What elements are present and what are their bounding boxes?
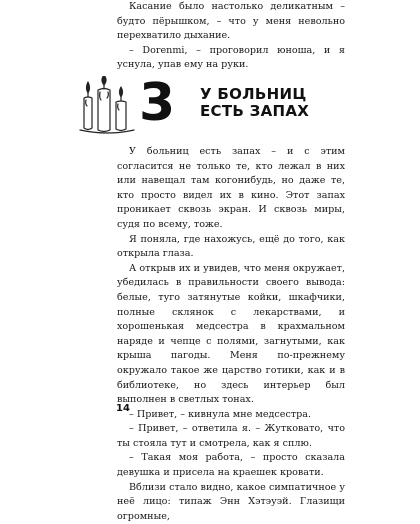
paragraph: Касание было настолько деликатным – будто пёрышком, – что у меня невольно перехватило дыхание. (117, 1, 345, 42)
paragraph: А открыв их и увидев, что меня окружает, убедилась в правильности своего вывода: белые, туго затянутые койки, шкафчики, полные склянок с лекарствами, и хорошенькая медсестра в крахмальном наряде и чепце с полями, загнутыми, как крыша пагоды. Меня по-прежнему окружало такое же царство готики, как и в библиотеке, но здесь интерьер был выполнен в светлых тонах. (117, 262, 345, 406)
paragraph: – Привет, – ответила я. – Жутковато, что ты стояла тут и смотрела, как я сплю. (117, 423, 345, 449)
chapter-number: 3 (139, 73, 176, 133)
top-text-block (117, 0, 345, 73)
paragraph: Вблизи стало видно, какое симпатичное у неё лицо: типаж Энн Хэтэуэй. Глазищи огромные, (117, 481, 345, 522)
chapter-heading (78, 73, 348, 134)
page-number: 14 (116, 403, 130, 414)
paragraph: Я поняла, где нахожусь, ещё до того, как открыла глаза. (117, 233, 345, 260)
chapter-title-line: ЕСТЬ ЗАПАХ (200, 102, 310, 120)
body-text-block (117, 145, 345, 524)
chapter-title (200, 86, 309, 120)
chapter-title-line: У БОЛЬНИЦ (200, 85, 307, 103)
paragraph: – Такая моя работа, – просто сказала девушка и присела на краешек кровати. (117, 452, 345, 479)
paragraph: – Привет, – кивнула мне медсестра. (129, 408, 312, 420)
paragraph: – Dorenmi, – проговорил юноша, и я уснула, упав ему на руки. (117, 44, 345, 71)
candles-icon (78, 76, 138, 134)
paragraph: У больниц есть запах – и с этим согласится не только те, кто лежал в них или навещал там когонибудь, но даже те, кто просто видел их в кино. Этот запах проникает сквозь экран. И сквозь миры, судя по всему, тоже. (117, 146, 345, 230)
